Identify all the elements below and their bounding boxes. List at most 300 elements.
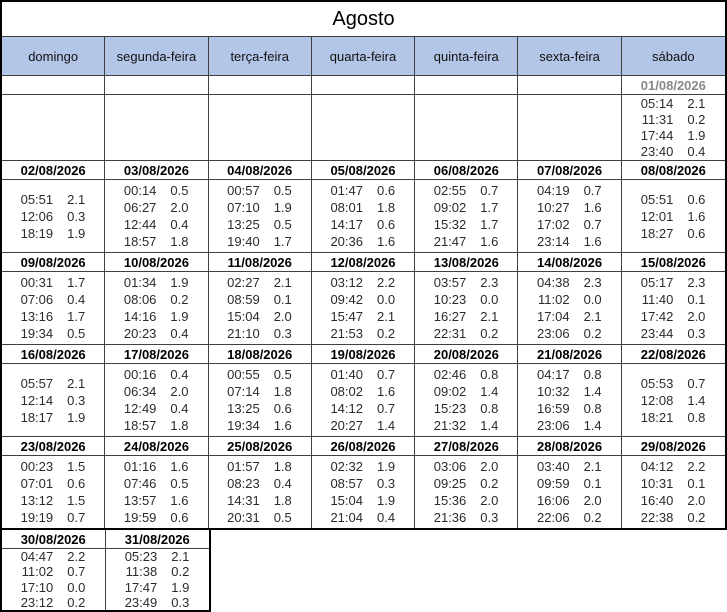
- tide-height: 0.6: [376, 217, 396, 232]
- date-cell: [105, 76, 208, 95]
- tide-entry: [120, 182, 192, 199]
- date-cell: 12/08/2026: [312, 253, 415, 272]
- tide-height: 0.8: [480, 401, 499, 416]
- tide-entry: [224, 291, 296, 308]
- tide-entry: [120, 325, 192, 342]
- date-cell: 11/08/2026: [209, 253, 312, 272]
- tide-height: 0.7: [583, 217, 602, 232]
- tide-time: 19:59: [123, 510, 157, 525]
- tide-time: 06:27: [123, 200, 157, 215]
- tide-height: 2.0: [687, 493, 706, 508]
- tide-time: 21:32: [433, 418, 467, 433]
- tide-height: 2.1: [171, 549, 190, 565]
- tide-height: 0.6: [67, 476, 86, 491]
- weekday-header-quarta: quarta-feira: [312, 37, 415, 75]
- tide-height: 0.4: [170, 367, 189, 382]
- day-tides-cell: [209, 180, 312, 253]
- tide-time: 17:47: [124, 579, 158, 595]
- day-tides-cell: [518, 95, 621, 161]
- tide-time: 18:21: [640, 409, 674, 425]
- tide-height: 1.4: [480, 384, 499, 399]
- date-cell: [312, 76, 415, 95]
- tide-height: 2.0: [170, 384, 189, 399]
- tide-entry: [17, 458, 89, 475]
- tide-height: 1.6: [583, 200, 602, 215]
- tide-height: 2.0: [170, 200, 189, 215]
- tide-time: 19:34: [20, 326, 54, 341]
- tide-time: 10:31: [640, 476, 674, 491]
- tide-time: 13:57: [123, 493, 157, 508]
- tide-height: 0.7: [376, 401, 396, 416]
- tide-height: 0.2: [376, 326, 396, 341]
- tide-entry: [224, 400, 296, 417]
- weekday-header-segunda: segunda-feira: [105, 37, 208, 75]
- day-tides-cell: [415, 180, 518, 253]
- tide-entry: [534, 400, 606, 417]
- tide-entry: [17, 549, 89, 564]
- tide-height: 0.0: [583, 292, 602, 307]
- date-cell: 03/08/2026: [105, 161, 208, 180]
- tide-height: 0.6: [170, 510, 189, 525]
- tide-entry: [120, 274, 192, 291]
- tide-entry: [430, 274, 502, 291]
- tide-time: 02:46: [433, 367, 467, 382]
- date-cell: 19/08/2026: [312, 345, 415, 364]
- tide-entry: [637, 409, 709, 426]
- tide-entry: [224, 182, 296, 199]
- tide-time: 08:02: [330, 384, 363, 399]
- tide-time: 23:14: [537, 234, 570, 249]
- day-tides-cell: [105, 272, 208, 345]
- tide-data-row: [2, 456, 725, 528]
- tide-time: 02:27: [227, 275, 260, 290]
- date-cell: 20/08/2026: [415, 345, 518, 364]
- tide-height: 0.6: [376, 183, 396, 198]
- tide-entry: [121, 549, 193, 564]
- tide-entry: [224, 383, 296, 400]
- tide-entry: [224, 199, 296, 216]
- tide-entry: [224, 458, 296, 475]
- tide-height: 2.1: [273, 275, 292, 290]
- tide-height: 2.2: [376, 275, 396, 290]
- tide-entry: [224, 325, 296, 342]
- tide-height: 0.2: [687, 111, 706, 127]
- tide-time: 21:04: [330, 510, 363, 525]
- tide-time: 10:27: [537, 200, 570, 215]
- tide-time: 05:51: [640, 191, 674, 207]
- tide-height: 2.3: [583, 275, 602, 290]
- tide-entry: [121, 580, 193, 595]
- tide-entry: [17, 492, 89, 509]
- date-cell: 05/08/2026: [312, 161, 415, 180]
- tide-entry: [430, 291, 502, 308]
- tide-height: 0.5: [273, 510, 292, 525]
- tide-entry: [120, 366, 192, 383]
- tide-entry: [327, 274, 399, 291]
- date-cell: 21/08/2026: [518, 345, 621, 364]
- tide-height: 1.8: [170, 418, 189, 433]
- tide-time: 08:23: [227, 476, 260, 491]
- tide-time: 10:32: [537, 384, 570, 399]
- weekday-header-terca: terça-feira: [209, 37, 312, 75]
- tide-height: 0.6: [273, 401, 292, 416]
- tide-height: 1.6: [583, 234, 602, 249]
- tide-entry: [120, 458, 192, 475]
- day-tides-cell: [312, 364, 415, 437]
- tide-entry: [637, 308, 709, 325]
- week-row: [2, 345, 725, 437]
- day-tides-cell: [2, 456, 105, 528]
- tide-time: 05:57: [20, 375, 54, 391]
- tide-entry: [17, 274, 89, 291]
- date-cell: 23/08/2026: [2, 437, 105, 456]
- tide-time: 23:06: [537, 418, 570, 433]
- date-cell: 06/08/2026: [415, 161, 518, 180]
- day-tides-cell: [312, 456, 415, 528]
- tide-time: 07:01: [20, 476, 54, 491]
- tide-height: 0.6: [687, 225, 706, 241]
- tide-height: 0.3: [67, 392, 86, 408]
- tide-height: 2.1: [67, 191, 86, 207]
- tide-time: 09:02: [433, 200, 467, 215]
- tide-entry: [430, 199, 502, 216]
- tide-height: 1.6: [170, 459, 189, 474]
- tide-height: 2.2: [687, 459, 706, 474]
- tide-entry: [120, 492, 192, 509]
- date-cell: 17/08/2026: [105, 345, 208, 364]
- tide-data-row: [2, 364, 725, 437]
- date-cell: 27/08/2026: [415, 437, 518, 456]
- tide-time: 17:44: [640, 128, 674, 144]
- tide-height: 0.5: [170, 476, 189, 491]
- date-cell: [518, 76, 621, 95]
- day-tides-cell: [105, 180, 208, 253]
- tide-height: 1.6: [480, 234, 499, 249]
- tide-time: 00:55: [227, 367, 260, 382]
- tide-entry: [327, 308, 399, 325]
- day-tides-cell: [2, 549, 106, 610]
- week-row: [2, 161, 725, 253]
- date-cell: 04/08/2026: [209, 161, 312, 180]
- tide-entry: [534, 291, 606, 308]
- tide-entry: [534, 199, 606, 216]
- date-cell: 16/08/2026: [2, 345, 105, 364]
- tide-entry: [17, 564, 89, 579]
- tide-time: 20:36: [330, 234, 363, 249]
- tide-entry: [327, 458, 399, 475]
- week-row: [2, 253, 725, 345]
- tide-height: 1.6: [376, 384, 396, 399]
- tide-height: 1.9: [67, 409, 86, 425]
- tide-entry: [120, 400, 192, 417]
- tide-height: 1.8: [376, 200, 396, 215]
- day-tides-cell: [105, 456, 208, 528]
- tide-height: 1.7: [480, 200, 499, 215]
- tide-time: 04:19: [537, 183, 570, 198]
- tide-entry: [534, 308, 606, 325]
- tide-time: 18:57: [123, 234, 157, 249]
- weeks-container: [2, 76, 725, 528]
- tide-time: 23:44: [640, 326, 674, 341]
- tide-time: 02:55: [433, 183, 467, 198]
- tide-entry: [327, 291, 399, 308]
- tide-entry: [637, 475, 709, 492]
- date-cell: 18/08/2026: [209, 345, 312, 364]
- tide-time: 11:02: [21, 564, 54, 580]
- tide-height: 0.7: [376, 367, 396, 382]
- tide-entry: [327, 182, 399, 199]
- date-header-row: [2, 253, 725, 272]
- day-tides-cell: [105, 364, 208, 437]
- tide-entry: [327, 475, 399, 492]
- day-tides-cell: [518, 364, 621, 437]
- day-tides-cell: [622, 180, 725, 253]
- tide-height: 0.1: [687, 292, 706, 307]
- tide-height: 0.7: [687, 375, 706, 391]
- tide-entry: [120, 475, 192, 492]
- day-tides-cell: [312, 180, 415, 253]
- tide-time: 23:40: [640, 144, 674, 160]
- date-cell: 08/08/2026: [622, 161, 725, 180]
- day-tides-cell: [415, 364, 518, 437]
- tide-entry: [327, 233, 399, 250]
- month-title: Agosto: [2, 2, 725, 37]
- date-cell: 15/08/2026: [622, 253, 725, 272]
- tide-time: 17:42: [640, 309, 674, 324]
- tide-height: 1.4: [376, 418, 396, 433]
- tide-height: 0.0: [67, 579, 86, 595]
- tide-entry: [637, 458, 709, 475]
- tide-time: 09:02: [433, 384, 467, 399]
- tide-height: 0.5: [170, 183, 189, 198]
- tide-height: 2.0: [583, 493, 602, 508]
- tide-height: 0.0: [376, 292, 396, 307]
- tide-time: 05:51: [20, 191, 54, 207]
- tide-entry: [327, 325, 399, 342]
- tide-time: 21:47: [433, 234, 467, 249]
- date-cell: 02/08/2026: [2, 161, 105, 180]
- tide-time: 01:47: [330, 183, 363, 198]
- tide-height: 1.7: [67, 275, 86, 290]
- tide-entry: [120, 291, 192, 308]
- tide-time: 08:06: [123, 292, 157, 307]
- weekday-header-quinta: quinta-feira: [415, 37, 518, 75]
- tide-entry: [637, 95, 709, 111]
- tide-entry: [534, 509, 606, 526]
- tide-time: 00:57: [227, 183, 260, 198]
- tide-entry: [534, 458, 606, 475]
- tide-time: 00:31: [20, 275, 54, 290]
- tide-height: 2.3: [687, 275, 706, 290]
- day-tides-cell: [2, 272, 105, 345]
- tide-entry: [637, 208, 709, 225]
- tide-entry: [327, 509, 399, 526]
- tide-time: 08:57: [330, 476, 363, 491]
- tide-time: 09:42: [330, 292, 363, 307]
- date-cell: 28/08/2026: [518, 437, 621, 456]
- tide-height: 2.1: [583, 309, 602, 324]
- tide-height: 0.2: [480, 476, 499, 491]
- date-header-row: [2, 530, 209, 549]
- tide-time: 15:23: [433, 401, 467, 416]
- tide-time: 11:31: [641, 111, 674, 127]
- tide-height: 1.6: [376, 234, 396, 249]
- tide-time: 16:59: [537, 401, 570, 416]
- tide-time: 05:53: [640, 375, 674, 391]
- tide-height: 1.4: [480, 418, 499, 433]
- tide-entry: [430, 383, 502, 400]
- date-cell: 07/08/2026: [518, 161, 621, 180]
- tide-time: 01:57: [227, 459, 260, 474]
- date-cell: 09/08/2026: [2, 253, 105, 272]
- day-tides-cell: [415, 456, 518, 528]
- tide-height: 0.1: [687, 476, 706, 491]
- tide-time: 14:31: [227, 493, 260, 508]
- tide-time: 05:14: [640, 95, 674, 111]
- tide-entry: [327, 492, 399, 509]
- tide-entry: [120, 417, 192, 434]
- tide-height: 2.1: [376, 309, 396, 324]
- tide-data-row: [2, 272, 725, 345]
- tide-time: 12:06: [20, 208, 54, 224]
- tide-time: 21:36: [433, 510, 467, 525]
- tide-time: 12:01: [640, 208, 674, 224]
- tide-height: 1.9: [170, 309, 189, 324]
- tide-time: 01:40: [330, 367, 363, 382]
- tide-time: 12:44: [123, 217, 157, 232]
- tide-height: 1.6: [170, 493, 189, 508]
- tide-entry: [120, 509, 192, 526]
- tide-entry: [17, 509, 89, 526]
- tide-height: 0.6: [687, 191, 706, 207]
- tide-time: 06:34: [123, 384, 157, 399]
- date-cell: 14/08/2026: [518, 253, 621, 272]
- day-tides-cell: [2, 364, 105, 437]
- tide-entry: [534, 274, 606, 291]
- tide-time: 03:57: [433, 275, 467, 290]
- tide-time: 15:47: [330, 309, 363, 324]
- tide-height: 1.9: [67, 225, 86, 241]
- tide-time: 02:32: [330, 459, 363, 474]
- tide-height: 0.3: [273, 326, 292, 341]
- tide-time: 04:17: [537, 367, 570, 382]
- tide-entry: [637, 509, 709, 526]
- tide-time: 15:04: [227, 309, 260, 324]
- tide-entry: [224, 492, 296, 509]
- tide-time: 09:25: [433, 476, 467, 491]
- tide-time: 13:25: [227, 401, 260, 416]
- tide-time: 00:16: [123, 367, 157, 382]
- tide-entry: [17, 375, 89, 392]
- tide-height: 0.5: [67, 326, 86, 341]
- tide-entry: [637, 144, 709, 160]
- tide-data-row: [2, 95, 725, 161]
- tide-height: 2.3: [480, 275, 499, 290]
- tide-entry: [637, 392, 709, 409]
- tide-time: 13:16: [20, 309, 54, 324]
- tide-entry: [327, 366, 399, 383]
- date-header-row: [2, 76, 725, 95]
- tide-entry: [17, 308, 89, 325]
- tide-height: 2.1: [67, 375, 86, 391]
- date-cell: [209, 76, 312, 95]
- tide-entry: [224, 475, 296, 492]
- day-tides-cell: [518, 456, 621, 528]
- tide-time: 23:06: [537, 326, 570, 341]
- tide-time: 09:59: [537, 476, 570, 491]
- date-header-row: [2, 345, 725, 364]
- tide-height: 1.8: [273, 384, 292, 399]
- tide-height: 1.4: [583, 384, 602, 399]
- tide-entry: [17, 409, 89, 426]
- tide-entry: [327, 383, 399, 400]
- tide-time: 01:16: [123, 459, 157, 474]
- tide-entry: [534, 216, 606, 233]
- tide-height: 0.4: [170, 401, 189, 416]
- date-cell: [415, 76, 518, 95]
- tide-time: 13:25: [227, 217, 260, 232]
- tide-time: 18:57: [123, 418, 157, 433]
- weekday-header-row: [2, 37, 725, 76]
- tide-time: 07:06: [20, 292, 54, 307]
- tide-entry: [120, 216, 192, 233]
- tide-height: 0.2: [170, 292, 189, 307]
- tide-time: 10:23: [433, 292, 467, 307]
- tide-height: 1.9: [376, 459, 396, 474]
- tide-height: 2.2: [67, 549, 86, 565]
- tide-entry: [534, 492, 606, 509]
- tide-height: 0.2: [171, 564, 190, 580]
- tide-time: 00:23: [20, 459, 54, 474]
- tide-height: 1.9: [376, 493, 396, 508]
- tide-time: 04:12: [640, 459, 674, 474]
- tide-entry: [534, 383, 606, 400]
- tide-time: 15:04: [330, 493, 363, 508]
- tide-height: 1.8: [273, 493, 292, 508]
- tide-height: 1.9: [273, 200, 292, 215]
- date-cell: [2, 76, 105, 95]
- tide-height: 0.0: [480, 292, 499, 307]
- tide-entry: [327, 199, 399, 216]
- tide-time: 16:06: [537, 493, 570, 508]
- tide-height: 2.0: [480, 493, 499, 508]
- tide-time: 04:38: [537, 275, 570, 290]
- tide-time: 12:49: [123, 401, 157, 416]
- tide-entry: [637, 492, 709, 509]
- tide-time: 03:40: [537, 459, 570, 474]
- date-cell: 25/08/2026: [209, 437, 312, 456]
- tide-data-row: [2, 549, 209, 610]
- tide-height: 1.9: [687, 128, 706, 144]
- day-tides-cell: [209, 456, 312, 528]
- tide-entry: [637, 291, 709, 308]
- date-header-row: [2, 437, 725, 456]
- week-row: [2, 76, 725, 161]
- tide-entry: [224, 366, 296, 383]
- tide-entry: [637, 375, 709, 392]
- tide-entry: [430, 458, 502, 475]
- tide-time: 07:10: [227, 200, 260, 215]
- tide-entry: [327, 400, 399, 417]
- day-tides-cell: [2, 95, 105, 161]
- tide-time: 19:34: [227, 418, 260, 433]
- day-tides-cell: [622, 456, 725, 528]
- tide-height: 1.9: [170, 275, 189, 290]
- weekday-header-domingo: domingo: [2, 37, 105, 75]
- tide-entry: [637, 128, 709, 144]
- tide-entry: [224, 417, 296, 434]
- tide-height: 2.1: [583, 459, 602, 474]
